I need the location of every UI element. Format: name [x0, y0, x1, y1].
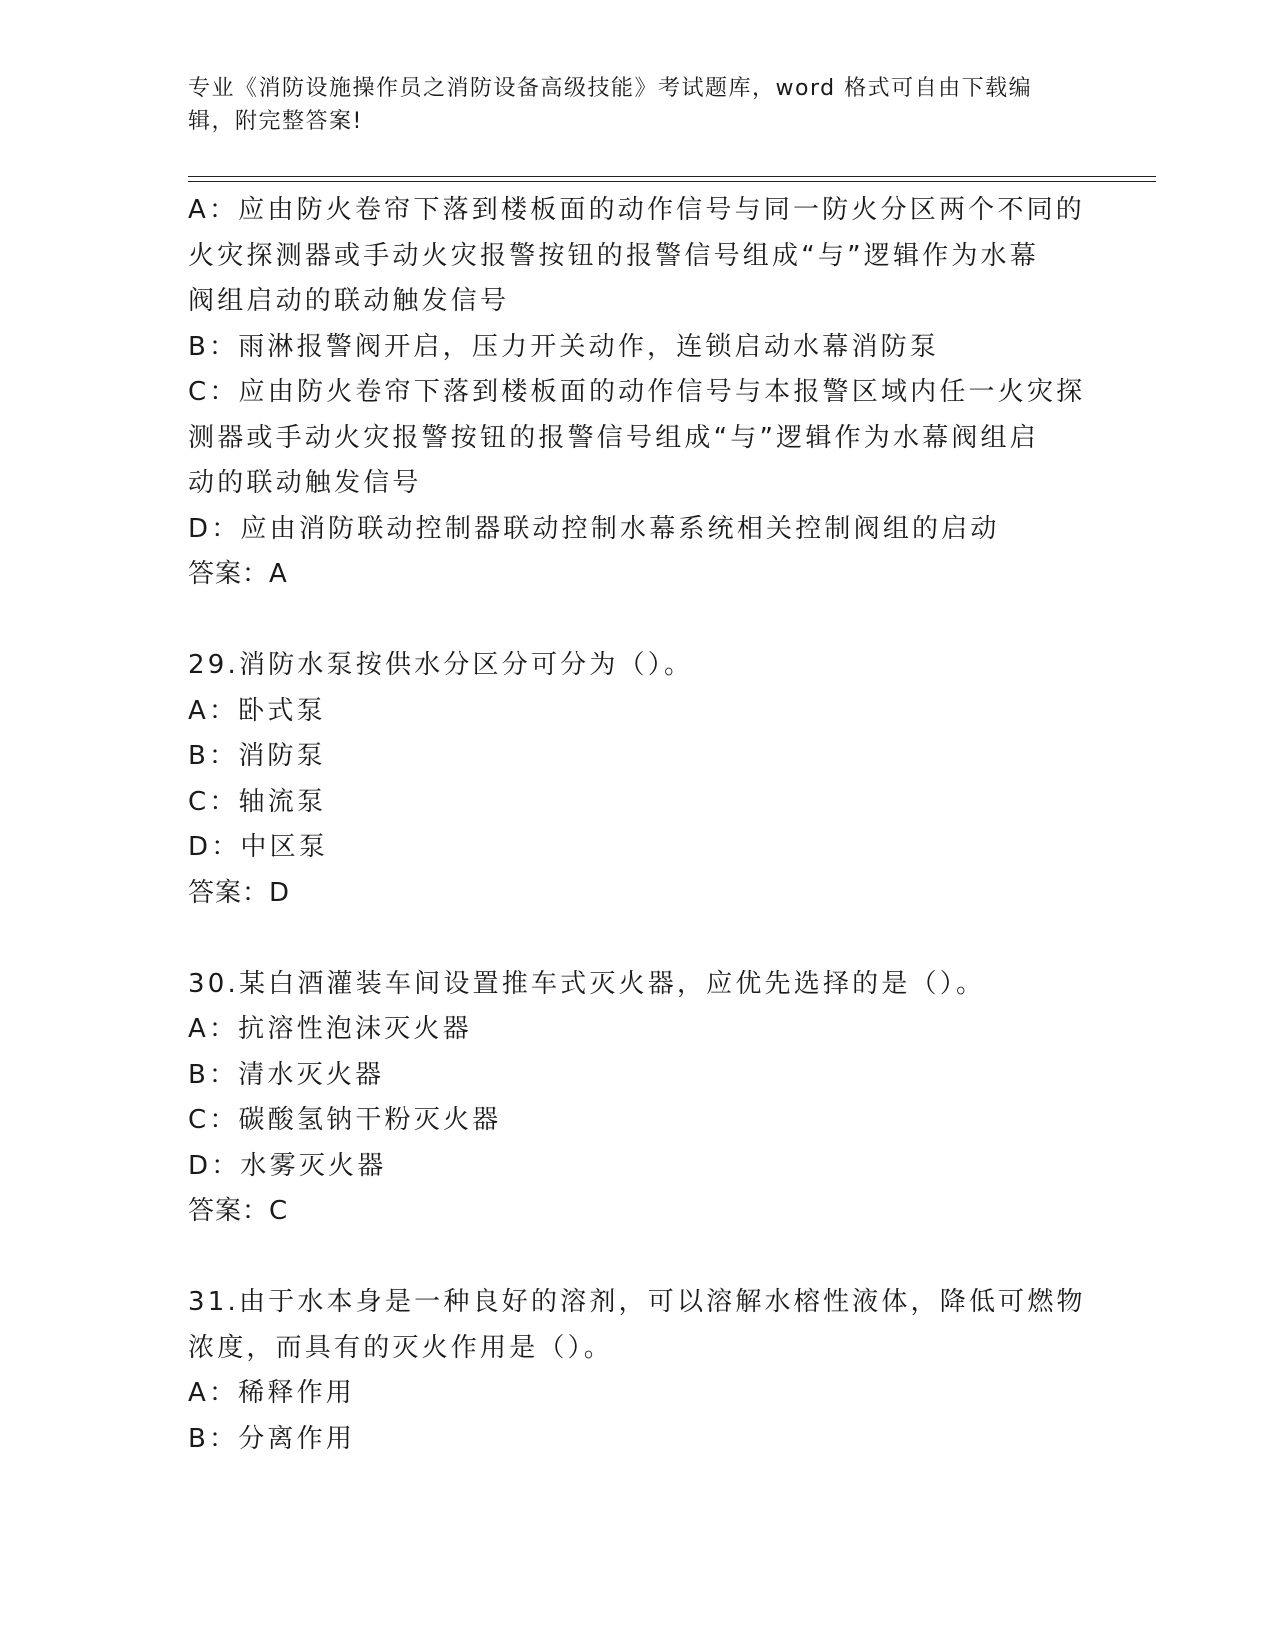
question-29-block	[188, 643, 1088, 916]
q29-option-b: B：消防泵	[188, 741, 326, 771]
question-28-block	[188, 188, 1088, 598]
q29-option-c: C：轴流泵	[188, 786, 327, 817]
q30-option-b: B：清水灭火器	[188, 1059, 385, 1090]
document-header	[188, 72, 1068, 138]
q28-option-c-line-1: C：应由防火卷帘下落到楼板面的动作信号与本报警区域内任一火灾探	[188, 377, 1086, 407]
q28-option-c-line-2: 测器或手动火灾报警按钮的报警信号组成“与”逻辑作为水幕阀组启	[188, 422, 1039, 453]
q30-option-a: A：抗溶性泡沫灭火器	[188, 1014, 472, 1044]
q30-option-d: D：水雾灭火器	[188, 1150, 387, 1181]
q30-option-c: C：碳酸氢钠干粉灭火器	[188, 1105, 502, 1135]
q28-option-a-line-1: A：应由防火卷帘下落到楼板面的动作信号与同一防火分区两个不同的	[188, 195, 1085, 225]
question-30-block	[188, 962, 1088, 1235]
spacer	[188, 916, 1088, 962]
header-divider-top	[188, 176, 1156, 177]
q30-answer: 答案：C	[188, 1196, 289, 1226]
document-body	[188, 188, 1088, 1462]
q28-option-a-line-2: 火灾探测器或手动火灾报警按钮的报警信号组成“与”逻辑作为水幕	[188, 240, 1039, 271]
q30-question: 30.某白酒灌装车间设置推车式灭火器，应优先选择的是（）。	[188, 968, 986, 999]
header-divider-bottom	[188, 181, 1156, 182]
q31-option-a: A：稀释作用	[188, 1378, 355, 1408]
q29-option-a: A：卧式泵	[188, 695, 326, 726]
q29-option-d: D：中区泵	[188, 832, 329, 862]
q28-option-c-line-3: 动的联动触发信号	[188, 468, 422, 498]
q28-option-a-line-3: 阀组启动的联动触发信号	[188, 286, 510, 316]
q31-question-line-2: 浓度，而具有的灭火作用是（）。	[188, 1332, 614, 1363]
q31-option-b: B：分离作用	[188, 1423, 356, 1454]
q29-answer: 答案：D	[188, 877, 291, 908]
q29-question: 29.消防水泵按供水分区分可分为（）。	[188, 650, 694, 680]
q31-question-line-1: 31.由于水本身是一种良好的溶剂，可以溶解水榕性液体，降低可燃物	[188, 1287, 1086, 1317]
spacer	[188, 1235, 1088, 1281]
header-line-1: 专业《消防设施操作员之消防设备高级技能》考试题库，word 格式可自由下载编	[188, 76, 1033, 101]
q28-option-d: D：应由消防联动控制器联动控制水幕系统相关控制阀组的启动	[188, 513, 1000, 544]
q28-option-b: B：雨淋报警阀开启，压力开关动作，连锁启动水幕消防泵	[188, 331, 940, 362]
header-line-2: 辑，附完整答案!	[188, 109, 363, 134]
question-31-block	[188, 1280, 1088, 1462]
q28-answer: 答案：A	[188, 559, 288, 589]
spacer	[188, 598, 1088, 644]
